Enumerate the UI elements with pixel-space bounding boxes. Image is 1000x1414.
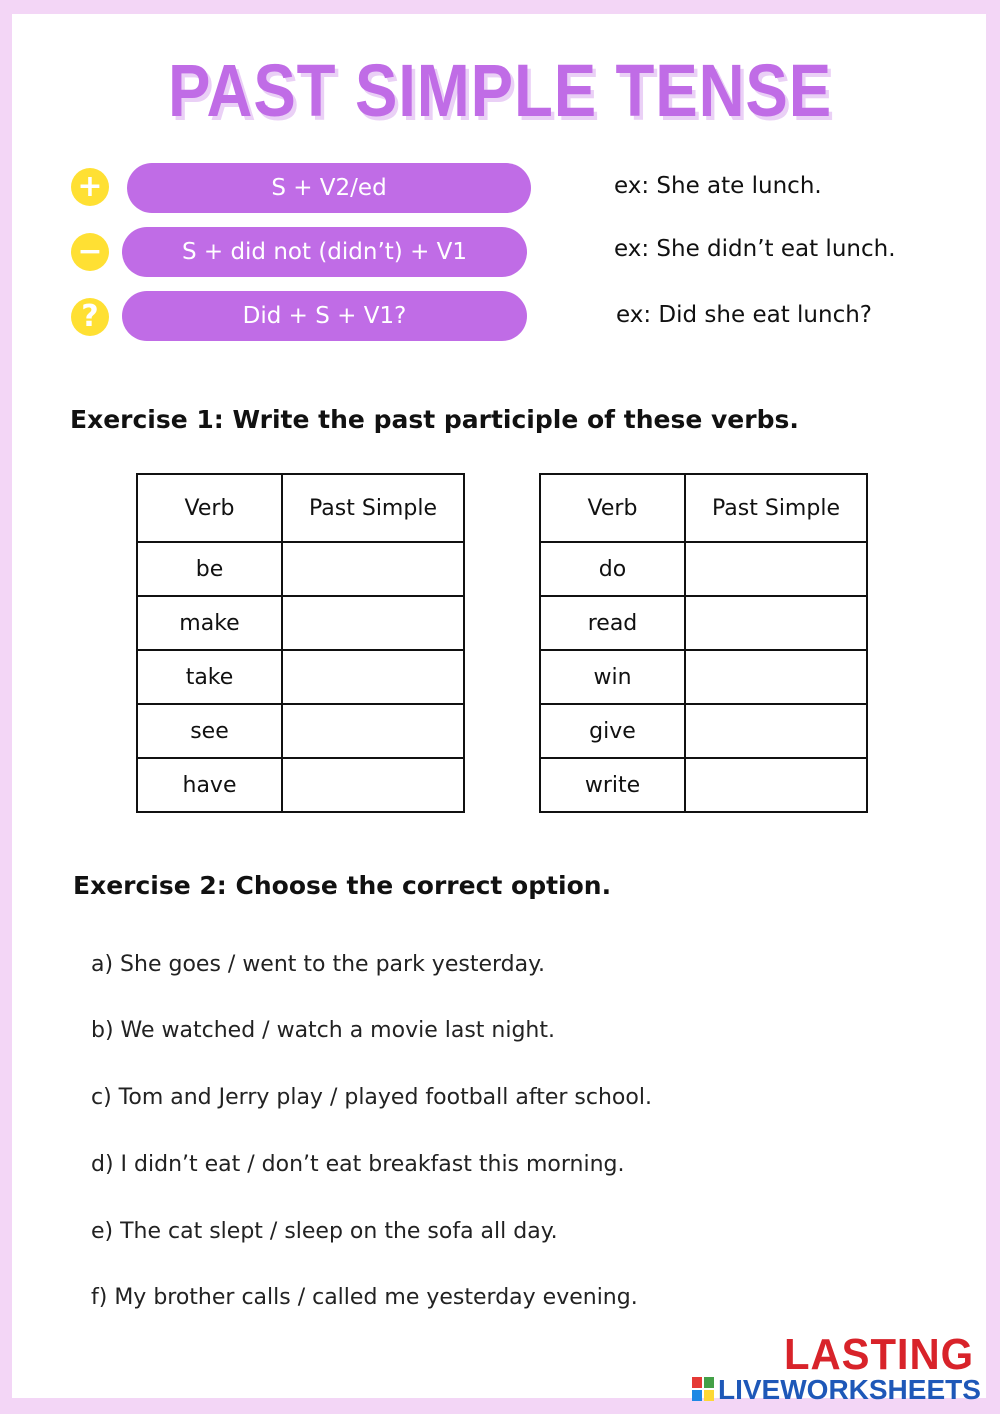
verb-cell: write <box>540 758 685 812</box>
formula-question: Did + S + V1? <box>122 291 527 341</box>
verb-cell: make <box>137 596 282 650</box>
lasting-logo: LASTING <box>784 1330 975 1379</box>
verb-cell: have <box>137 758 282 812</box>
exercise1-heading: Exercise 1: Write the past participle of these verbs. <box>70 405 799 434</box>
example-affirmative: ex: She ate lunch. <box>614 173 822 199</box>
verb-cell: do <box>540 542 685 596</box>
verb-cell: see <box>137 704 282 758</box>
liveworksheets-badge-icon <box>692 1377 714 1401</box>
sentence-c: c) Tom and Jerry play / played football after school. <box>91 1085 652 1110</box>
answer-cell[interactable] <box>685 704 867 758</box>
sentence-b: b) We watched / watch a movie last night. <box>91 1018 555 1043</box>
page-title: PAST SIMPLE TENSE <box>167 49 833 132</box>
sentence-f: f) My brother calls / called me yesterday evening. <box>91 1285 638 1310</box>
answer-cell[interactable] <box>282 758 464 812</box>
verb-cell: be <box>137 542 282 596</box>
answer-cell[interactable] <box>685 650 867 704</box>
sentence-d: d) I didn’t eat / don’t eat breakfast this morning. <box>91 1152 625 1177</box>
verb-cell: give <box>540 704 685 758</box>
example-question: ex: Did she eat lunch? <box>616 302 872 328</box>
answer-cell[interactable] <box>685 758 867 812</box>
plus-icon: + <box>71 168 109 206</box>
answer-cell[interactable] <box>282 650 464 704</box>
past-simple-column-header: Past Simple <box>685 474 867 542</box>
answer-cell[interactable] <box>282 704 464 758</box>
minus-icon: − <box>71 233 109 271</box>
verb-table-left <box>136 473 465 813</box>
sentence-e: e) The cat slept / sleep on the sofa all day. <box>91 1219 558 1244</box>
formula-negative: S + did not (didn’t) + V1 <box>122 227 527 277</box>
formula-affirmative: S + V2/ed <box>127 163 531 213</box>
answer-cell[interactable] <box>685 596 867 650</box>
answer-cell[interactable] <box>282 542 464 596</box>
verb-cell: read <box>540 596 685 650</box>
answer-cell[interactable] <box>282 596 464 650</box>
verb-column-header: Verb <box>540 474 685 542</box>
example-negative: ex: She didn’t eat lunch. <box>614 236 896 262</box>
verb-table-right <box>539 473 868 813</box>
past-simple-column-header: Past Simple <box>282 474 464 542</box>
exercise2-heading: Exercise 2: Choose the correct option. <box>73 871 612 900</box>
question-icon: ? <box>71 298 109 336</box>
verb-cell: win <box>540 650 685 704</box>
verb-cell: take <box>137 650 282 704</box>
answer-cell[interactable] <box>685 542 867 596</box>
sentence-a: a) She goes / went to the park yesterday. <box>91 952 545 977</box>
verb-column-header: Verb <box>137 474 282 542</box>
liveworksheets-logo[interactable]: LIVEWORKSHEETS <box>718 1374 981 1405</box>
